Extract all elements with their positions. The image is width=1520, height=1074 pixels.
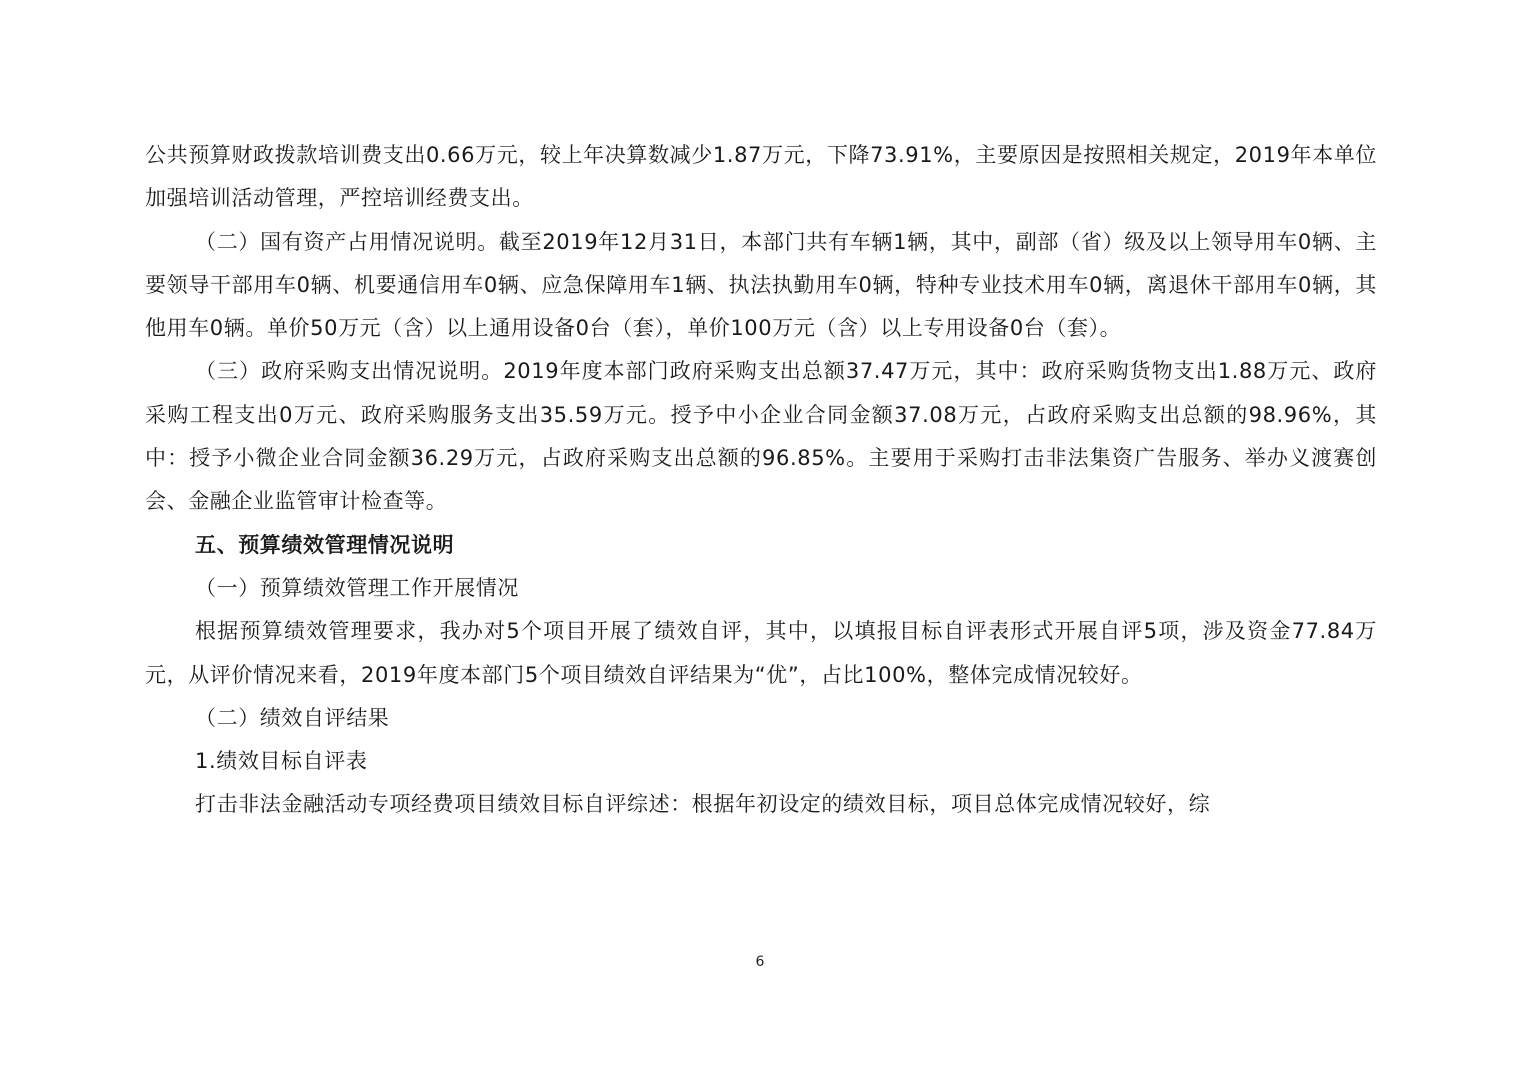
- subheading-goal-evaluation-table: 1.绩效目标自评表: [195, 749, 368, 774]
- paragraph-project-summary: 打击非法金融活动专项经费项目绩效目标自评综述：根据年初设定的绩效目标，项目总体完成情况较好，综: [195, 792, 1211, 817]
- paragraph-government-procurement: （三）政府采购支出情况说明。2019年度本部门政府采购支出总额37.47万元，其中：政府采购货物支出1.88万元、政府采购工程支出0万元、政府采购服务支出35.59万元。授予中小企业合同金额37.08万元，占政府采购支出总额的98.96%，其中：授予小微企业合同金额36.29万元，占政府采购支出总额的96.85%。主要用于采购打击非法集资广告服务、举办义渡赛创会、金融企业监管审计检查等。: [145, 359, 1377, 514]
- subheading-self-evaluation-results: （二）绩效自评结果: [195, 705, 390, 730]
- page-number: 6: [755, 954, 765, 970]
- paragraph-state-assets: （二）国有资产占用情况说明。截至2019年12月31日，本部门共有车辆1辆，其中，副部（省）级及以上领导用车0辆、主要领导干部用车0辆、机要通信用车0辆、应急保障用车1辆、执法执勤用车0辆，特种专业技术用车0辆，离退休干部用车0辆，其他用车0辆。单价50万元（含）以上通用设备0台（套），单价100万元（含）以上专用设备0台（套）。: [145, 229, 1377, 341]
- paragraph-training-expense: 公共预算财政拨款培训费支出0.66万元，较上年决算数减少1.87万元，下降73.91%，主要原因是按照相关规定，2019年本单位加强培训活动管理，严控培训经费支出。: [145, 143, 1377, 211]
- subheading-performance-work: （一）预算绩效管理工作开展情况: [195, 575, 519, 600]
- document-body: [145, 134, 1377, 827]
- section-heading-budget-performance: 五、预算绩效管理情况说明: [195, 532, 455, 557]
- paragraph-performance-self-evaluation: 根据预算绩效管理要求，我办对5个项目开展了绩效自评，其中，以填报目标自评表形式开展自评5项，涉及资金77.84万元，从评价情况来看，2019年度本部门5个项目绩效自评结果为“优”，占比100%，整体完成情况较好。: [145, 619, 1377, 687]
